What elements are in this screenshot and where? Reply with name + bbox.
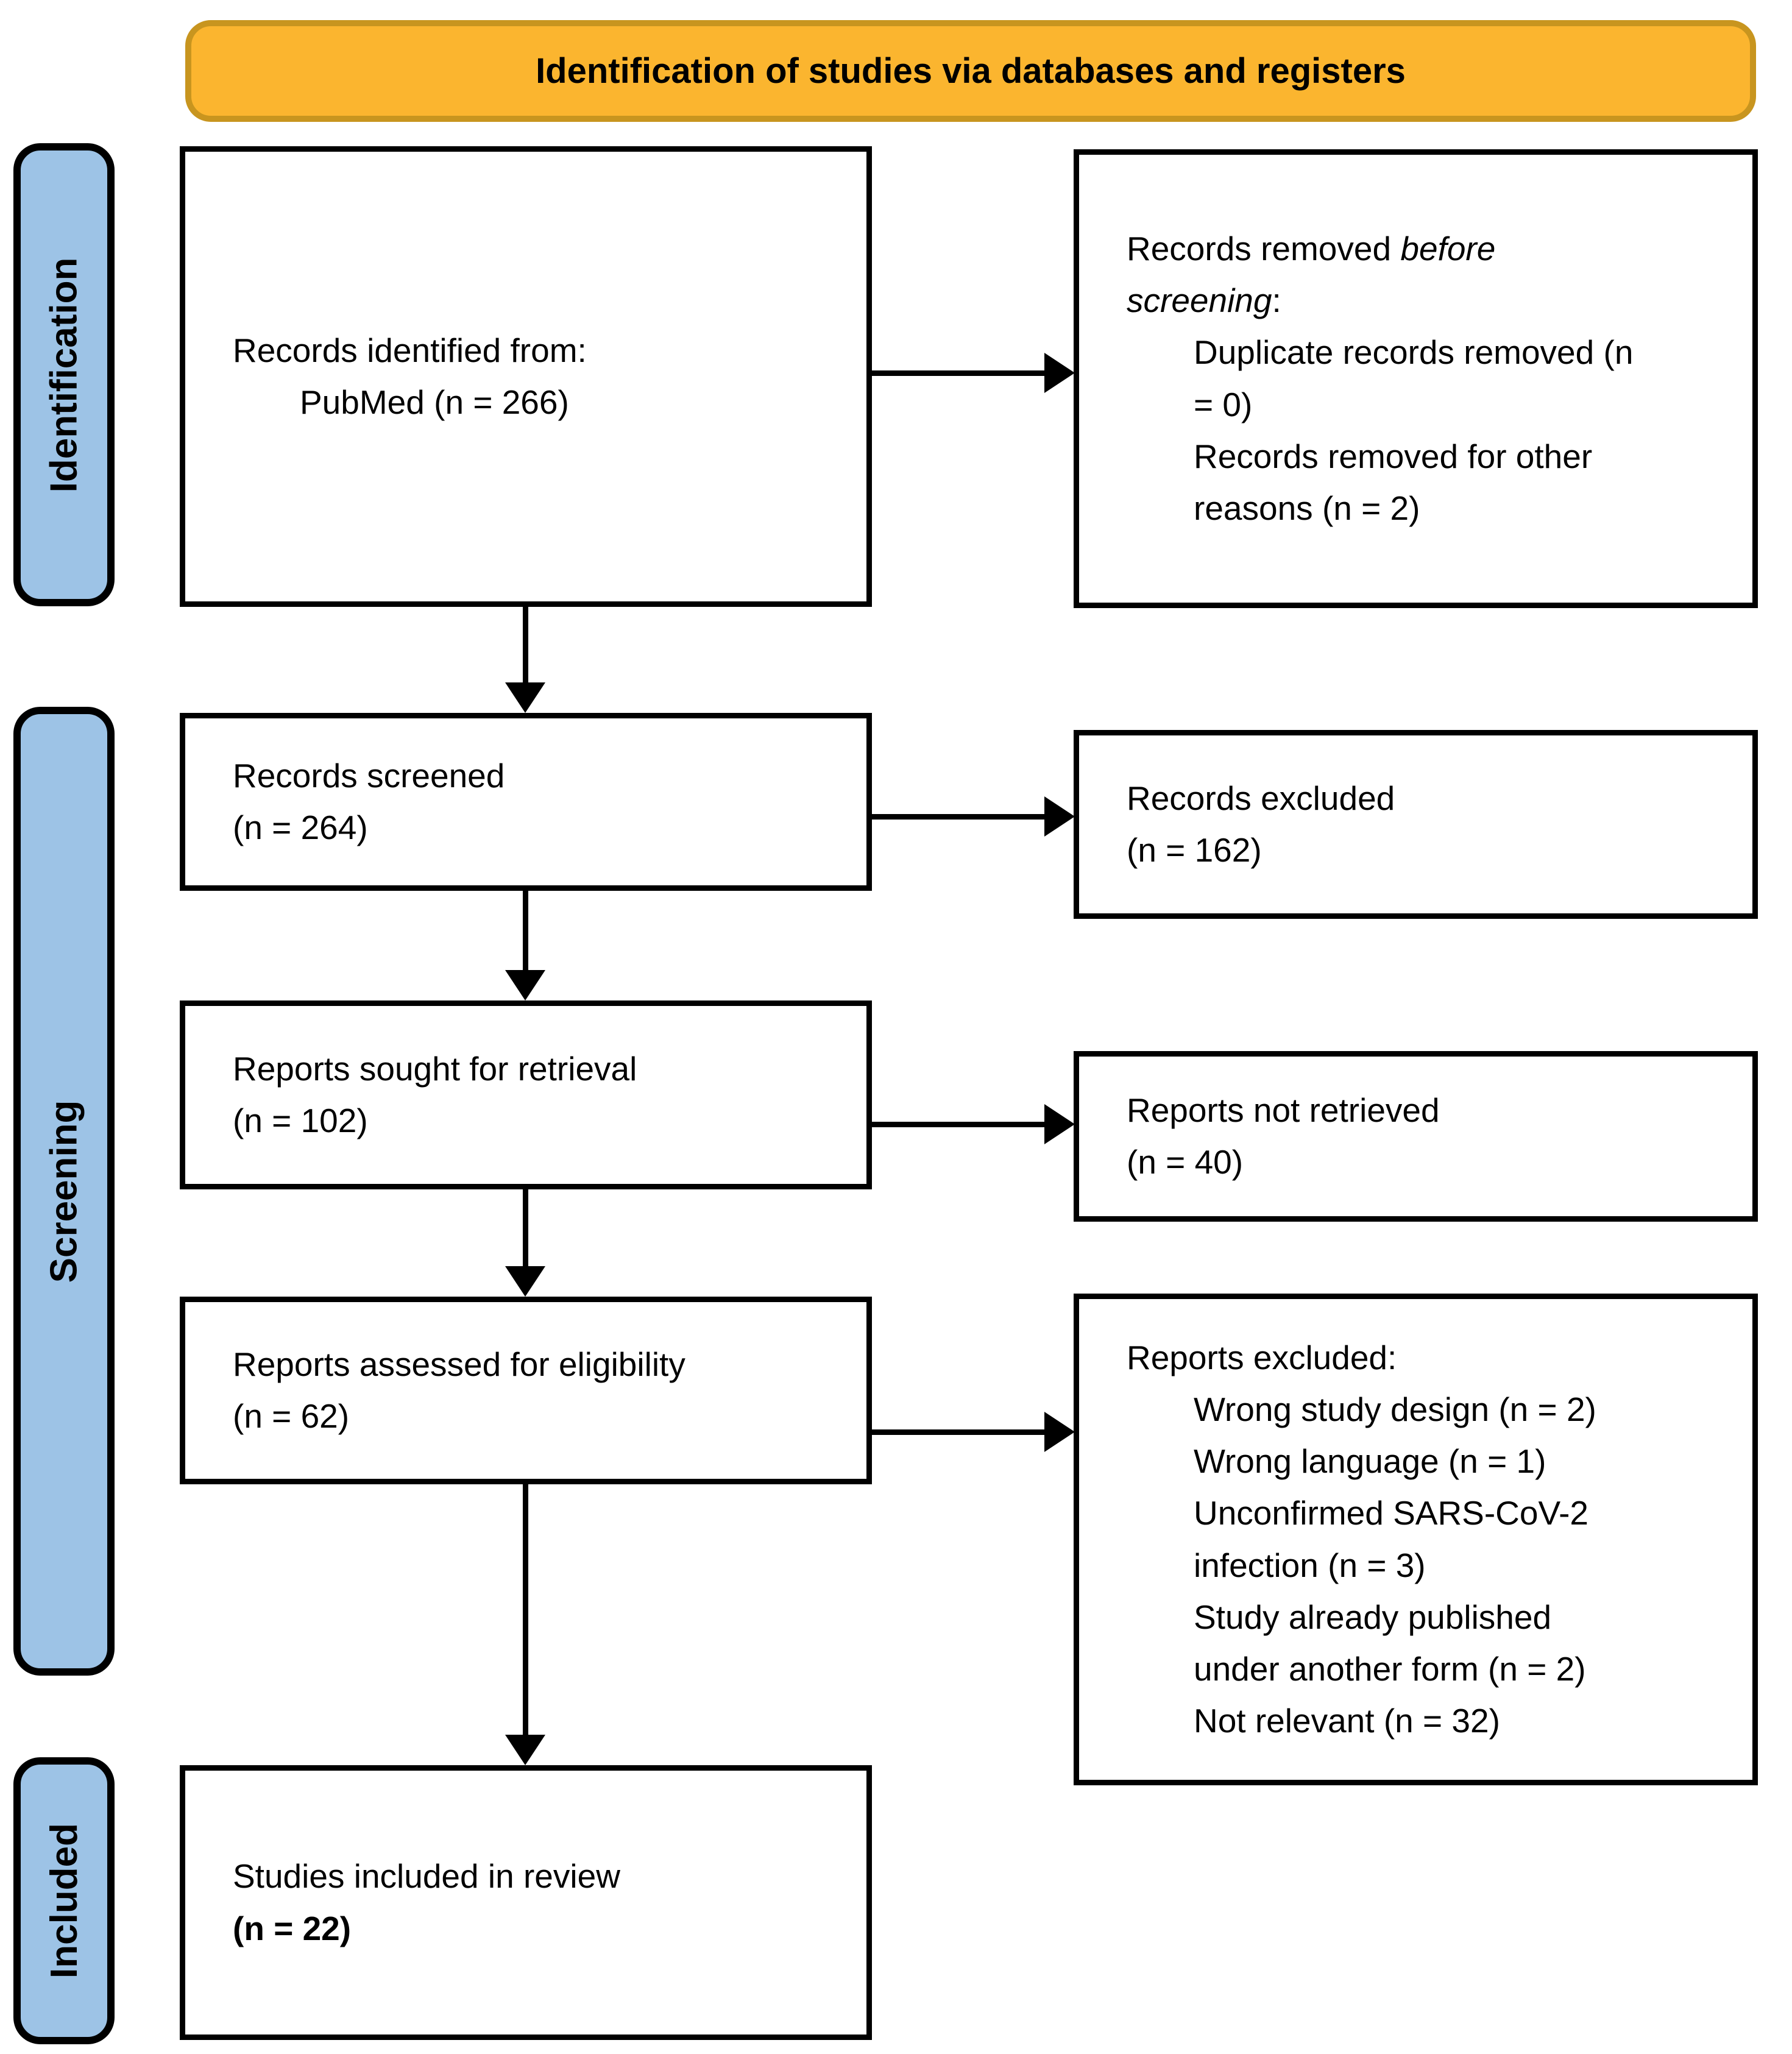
box-reports-assessed xyxy=(180,1297,872,1484)
arrow-line-assessed-to-included xyxy=(523,1484,528,1736)
arrowhead-screened-to-sought xyxy=(505,970,545,1000)
sidebar-stage-screening xyxy=(13,707,115,1676)
reports-assessed-line1: Reports assessed for eligibility xyxy=(233,1345,685,1383)
box-reports-not-retrieved xyxy=(1074,1051,1758,1222)
arrowhead-assessed-to-included xyxy=(505,1735,545,1765)
reports-excluded-item: Study already published under another form (n = 2) xyxy=(1194,1598,1586,1688)
reports-excluded-title: Reports excluded: xyxy=(1127,1338,1397,1376)
reports-not-retrieved-line2: (n = 40) xyxy=(1127,1143,1244,1181)
records-removed-intro-regular: Records removed xyxy=(1127,229,1401,267)
records-removed-intro-suffix: : xyxy=(1272,282,1281,319)
reports-excluded-item: Unconfirmed SARS-CoV-2 infection (n = 3) xyxy=(1194,1494,1589,1584)
sidebar-stage-identification-label: Identification xyxy=(43,257,85,492)
records-removed-intro-italic: before screening xyxy=(1127,229,1496,319)
arrowhead-sought-to-assessed xyxy=(505,1266,545,1297)
arrow-line-identified-to-removed xyxy=(872,370,1046,376)
reports-sought-line2: (n = 102) xyxy=(233,1102,368,1139)
box-records-screened xyxy=(180,713,872,891)
reports-assessed-line2: (n = 62) xyxy=(233,1397,350,1435)
banner-title xyxy=(185,20,1756,122)
arrowhead-assessed-to-reports-excluded xyxy=(1044,1412,1075,1452)
box-records-removed xyxy=(1074,149,1758,608)
records-screened-line2: (n = 264) xyxy=(233,809,368,846)
arrow-line-screened-to-sought xyxy=(523,891,528,973)
records-removed-item: Records removed for other reasons (n = 2) xyxy=(1194,437,1593,527)
arrowhead-sought-to-not-retrieved xyxy=(1044,1104,1075,1144)
box-records-excluded xyxy=(1074,730,1758,919)
records-excluded-line1: Records excluded xyxy=(1127,779,1395,817)
records-removed-intro xyxy=(1127,223,1651,327)
arrowhead-identified-to-removed xyxy=(1044,353,1075,393)
banner-title-label: Identification of studies via databases and registers xyxy=(536,51,1406,91)
studies-included-line2: (n = 22) xyxy=(233,1909,352,1947)
arrow-line-assessed-to-reports-excluded xyxy=(872,1429,1046,1435)
sidebar-stage-identification xyxy=(13,143,115,606)
records-identified-line2: PubMed (n = 266) xyxy=(300,383,569,421)
reports-excluded-item: Wrong language (n = 1) xyxy=(1194,1442,1546,1480)
arrow-line-identified-to-screened xyxy=(523,605,528,684)
arrow-line-sought-to-not-retrieved xyxy=(872,1122,1046,1127)
box-reports-excluded xyxy=(1074,1294,1758,1785)
sidebar-stage-screening-label: Screening xyxy=(43,1100,85,1283)
records-excluded-line2: (n = 162) xyxy=(1127,831,1262,869)
sidebar-stage-included xyxy=(13,1757,115,2044)
arrowhead-screened-to-excluded xyxy=(1044,796,1075,837)
reports-excluded-item: Not relevant (n = 32) xyxy=(1194,1702,1500,1740)
studies-included-line1: Studies included in review xyxy=(233,1857,620,1896)
records-screened-line1: Records screened xyxy=(233,756,505,795)
reports-not-retrieved-line1: Reports not retrieved xyxy=(1127,1091,1440,1129)
arrowhead-identified-to-screened xyxy=(505,682,545,713)
reports-excluded-item: Wrong study design (n = 2) xyxy=(1194,1390,1596,1428)
records-removed-item: Duplicate records removed (n = 0) xyxy=(1194,333,1634,423)
records-identified-line1: Records identified from: xyxy=(233,331,587,369)
arrow-line-sought-to-assessed xyxy=(523,1189,528,1267)
sidebar-stage-included-label: Included xyxy=(43,1823,85,1978)
box-records-identified xyxy=(180,146,872,607)
arrow-line-screened-to-excluded xyxy=(872,814,1046,820)
box-studies-included xyxy=(180,1765,872,2040)
box-reports-sought xyxy=(180,1000,872,1189)
reports-sought-line1: Reports sought for retrieval xyxy=(233,1049,637,1088)
